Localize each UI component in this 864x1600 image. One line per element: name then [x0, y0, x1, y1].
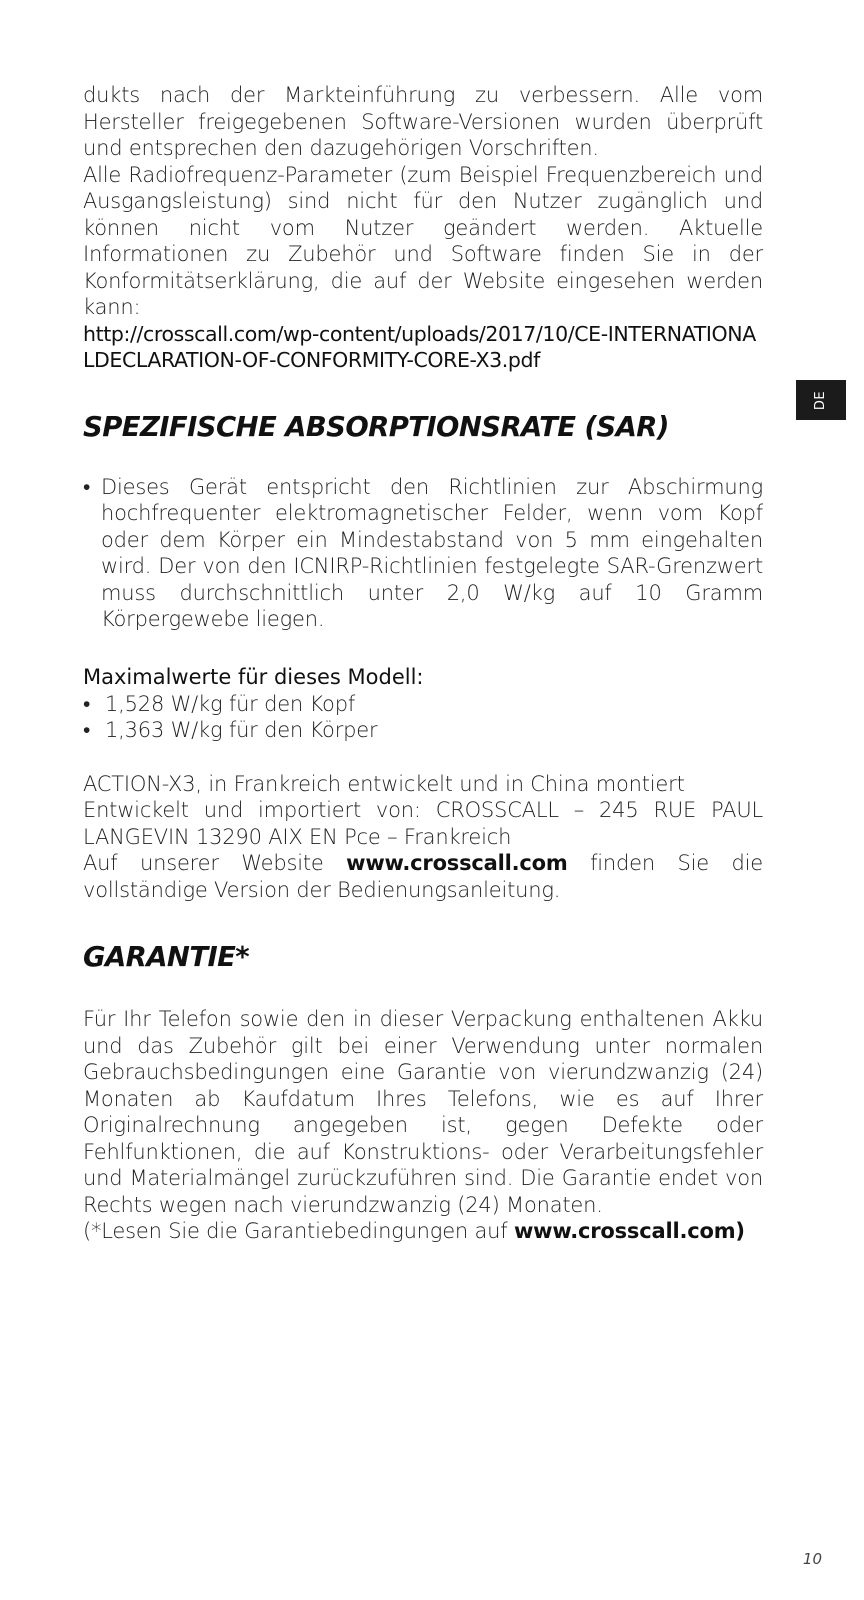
warranty-section-title: GARANTIE* [83, 941, 250, 973]
website-suffix: finden Sie die vollständige Version der Bedienungsanleitung. [83, 851, 763, 902]
max-value-body: • 1,363 W/kg für den Körper [83, 717, 763, 744]
intro-paragraph-2: Alle Radiofrequenz-Parameter (zum Beispiel Frequenzbereich und Ausgangsleistung) sind nicht für den Nutzer zugänglich und können nicht vom Nutzer geändert werden. Aktuelle Informationen zu Zubehör und Software finden Sie in der Konformitätserklärung, die auf der Website eingesehen werden kann: [83, 162, 763, 319]
page-content [83, 82, 763, 1245]
warranty-note-prefix: (*Lesen Sie die Garantiebedingungen auf [83, 1219, 508, 1243]
intro-paragraph-1: dukts nach der Markteinführung zu verbessern. Alle vom Hersteller freigegebenen Software-Versionen wurden überprüft und entsprechen den dazugehörigen Vorschriften. [83, 83, 763, 160]
max-values-heading: Maximalwerte für dieses Modell: [83, 664, 424, 689]
sar-bullet-item: • Dieses Gerät entspricht den Richtlinien zur Abschirmung hochfrequenter elektromagnetischer Felder, wenn vom Kopf oder dem Körper ein Mindestabstand von 5 mm eingehalten wird. Der von den ICNIRP-Richtlinien festgelegte SAR-Grenzwert muss durchschnittlich unter 2,0 W/kg auf 10 Gramm Körpergewebe liegen. [83, 474, 763, 633]
warranty-paragraph: Für Ihr Telefon sowie den in dieser Verpackung enthaltenen Akku und das Zubehör gilt bei einer Verwendung unter normalen Gebrauchsbedingungen eine Garantie von vierundzwanzig (24) Monaten ab Kaufdatum Ihres Telefons, wie es auf Ihrer Originalrechnung angegeben ist, gegen Defekte oder Fehlfunktionen, die auf Konstruktions- oder Verarbeitungsfehler und Materialmängel zurückzuführen sind. Die Garantie endet von Rechts wegen nach vierundzwanzig (24) Monaten. [83, 1007, 763, 1217]
language-tab-label: DE [813, 390, 829, 410]
importer-line: Entwickelt und importiert von: CROSSCALL – 245 RUE PAUL LANGEVIN 13290 AIX EN Pce – Frankreich [83, 798, 763, 849]
language-tab [796, 380, 846, 420]
warranty-note [83, 1218, 763, 1245]
origin-line: ACTION-X3, in Frankreich entwickelt und in China montiert [83, 771, 685, 796]
website-link[interactable]: www.crosscall.com [346, 851, 568, 875]
website-paragraph [83, 850, 763, 903]
sar-bullet-list [83, 474, 763, 633]
sar-section-title: SPEZIFISCHE ABSORPTIONSRATE (SAR) [83, 410, 669, 443]
warranty-note-link[interactable]: www.crosscall.com) [513, 1219, 745, 1243]
max-values-list [83, 691, 763, 744]
page-number: 10 [802, 1550, 822, 1568]
declaration-url-link[interactable]: http://crosscall.com/wp-content/uploads/2017/10/CE-INTERNATIONALDECLARATION-OF-CONFORMITY-CORE-X3.pdf [83, 321, 756, 372]
website-prefix: Auf unserer Website [83, 851, 324, 875]
max-value-head: • 1,528 W/kg für den Kopf [83, 691, 763, 718]
